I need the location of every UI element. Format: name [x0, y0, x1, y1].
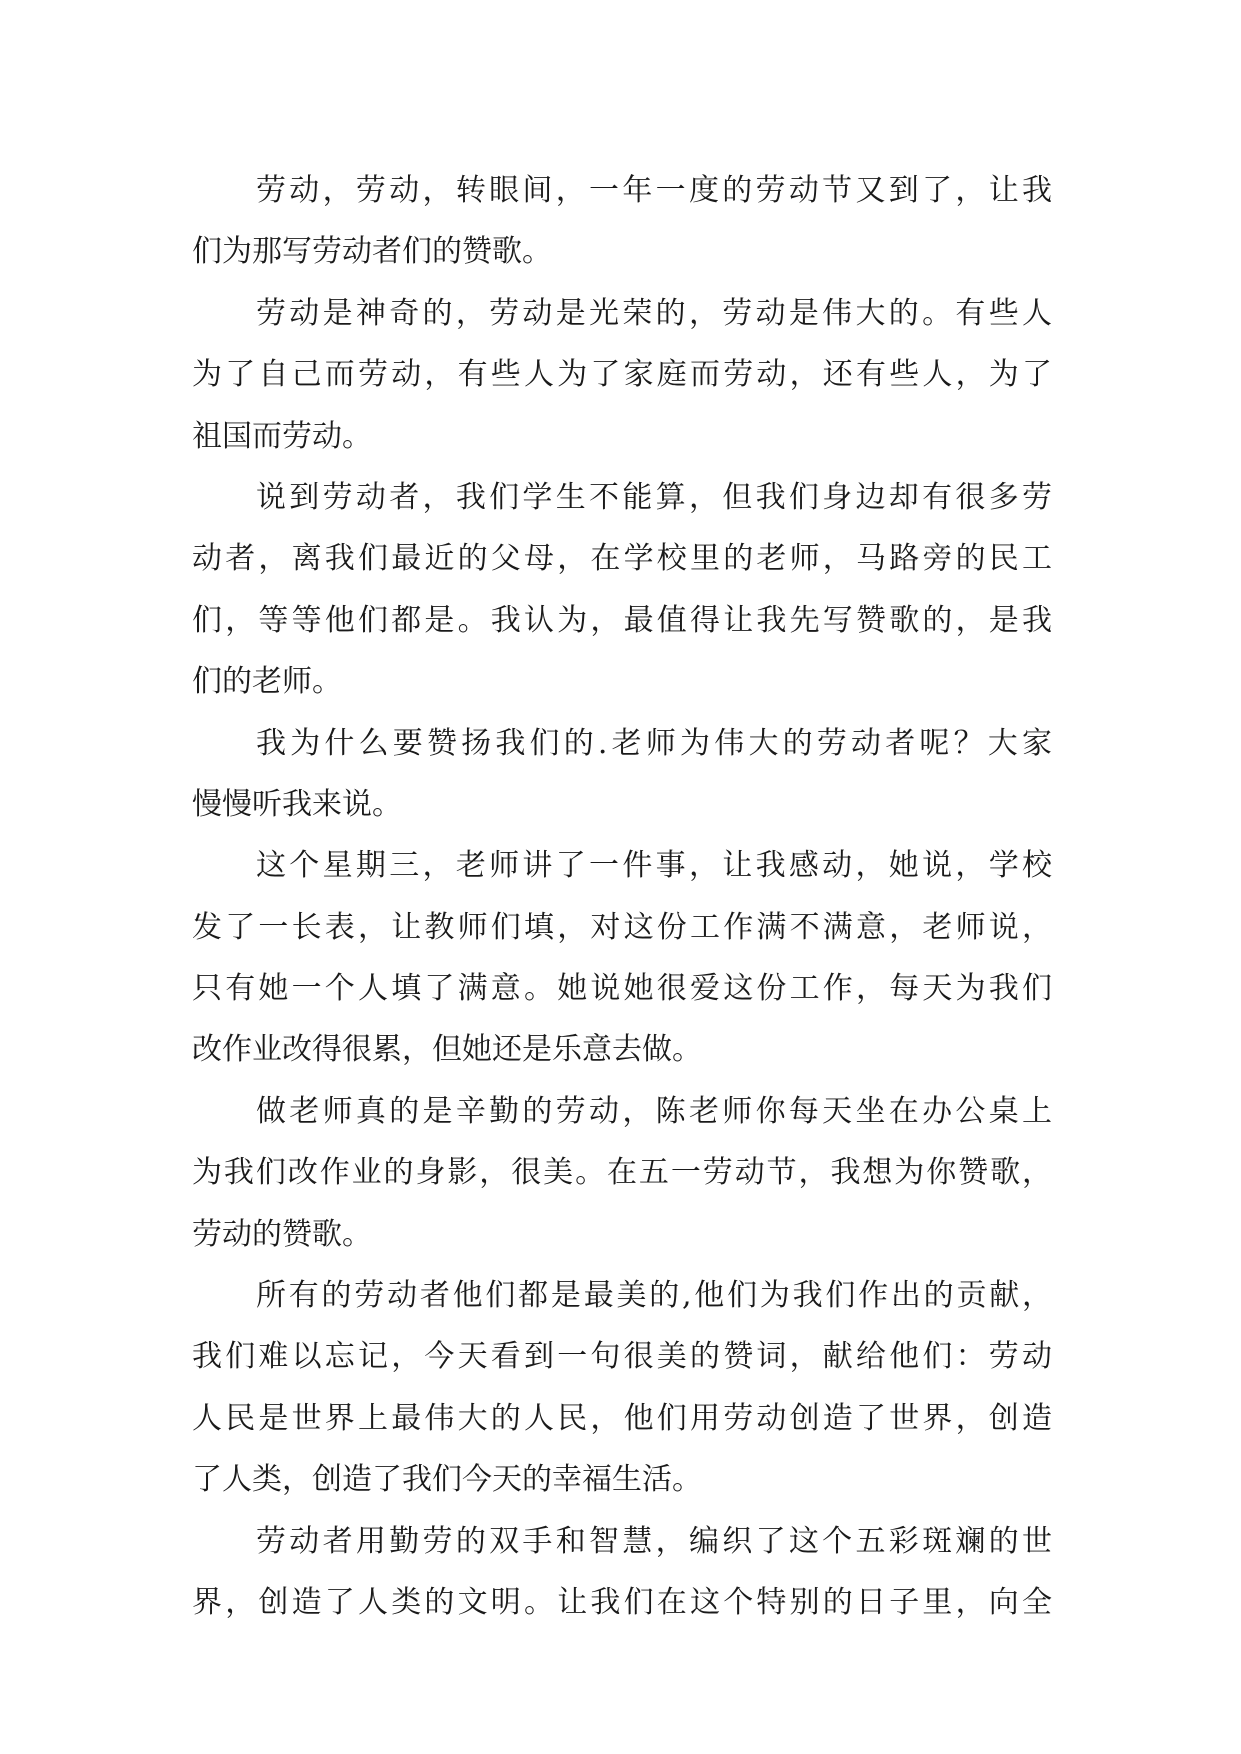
paragraph-line: 人民是世界上最伟大的人民，他们用劳动创造了世界，创造 [192, 1400, 1052, 1436]
paragraph-line: 我们难以忘记，今天看到一句很美的赞词，献给他们：劳动 [192, 1339, 1052, 1375]
paragraph-line: 们，等等他们都是。我认为，最值得让我先写赞歌的，是我 [192, 602, 1052, 638]
paragraph-line: 改作业改得很累，但她还是乐意去做。 [192, 1032, 702, 1068]
paragraph-line: 做老师真的是辛勤的劳动，陈老师你每天坐在办公桌上 [256, 1093, 1052, 1129]
paragraph-line: 我为什么要赞扬我们的.老师为伟大的劳动者呢？大家 [256, 725, 1052, 761]
paragraph-line: 界，创造了人类的文明。让我们在这个特别的日子里，向全 [192, 1584, 1052, 1620]
paragraph-line: 所有的劳动者他们都是最美的,他们为我们作出的贡献， [256, 1278, 1052, 1314]
paragraph-line: 了人类，创造了我们今天的幸福生活。 [192, 1462, 702, 1498]
paragraph-line: 们的老师。 [192, 664, 342, 700]
paragraph-line: 为了自己而劳动，有些人为了家庭而劳动，还有些人，为了 [192, 357, 1052, 393]
paragraph-line: 们为那写劳动者们的赞歌。 [192, 234, 552, 270]
paragraph-line: 劳动是神奇的，劳动是光荣的，劳动是伟大的。有些人 [256, 295, 1052, 331]
paragraph-line: 为我们改作业的身影，很美。在五一劳动节，我想为你赞歌， [192, 1155, 1052, 1191]
paragraph-line: 慢慢听我来说。 [192, 786, 402, 822]
paragraph-line: 动者，离我们最近的父母，在学校里的老师，马路旁的民工 [192, 541, 1052, 577]
paragraph-line: 发了一长表，让教师们填，对这份工作满不满意，老师说， [192, 909, 1052, 945]
paragraph-line: 这个星期三，老师讲了一件事，让我感动，她说，学校 [256, 848, 1052, 884]
paragraph-line: 说到劳动者，我们学生不能算，但我们身边却有很多劳 [256, 479, 1052, 515]
essay-body [192, 160, 1052, 1633]
paragraph-line: 劳动，劳动，转眼间，一年一度的劳动节又到了，让我 [256, 173, 1052, 208]
paragraph-line: 祖国而劳动。 [192, 418, 372, 454]
paragraph-line: 劳动的赞歌。 [192, 1216, 372, 1252]
paragraph-line: 只有她一个人填了满意。她说她很爱这份工作，每天为我们 [192, 971, 1052, 1007]
paragraph-line: 劳动者用勤劳的双手和智慧，编织了这个五彩斑斓的世 [256, 1523, 1052, 1559]
